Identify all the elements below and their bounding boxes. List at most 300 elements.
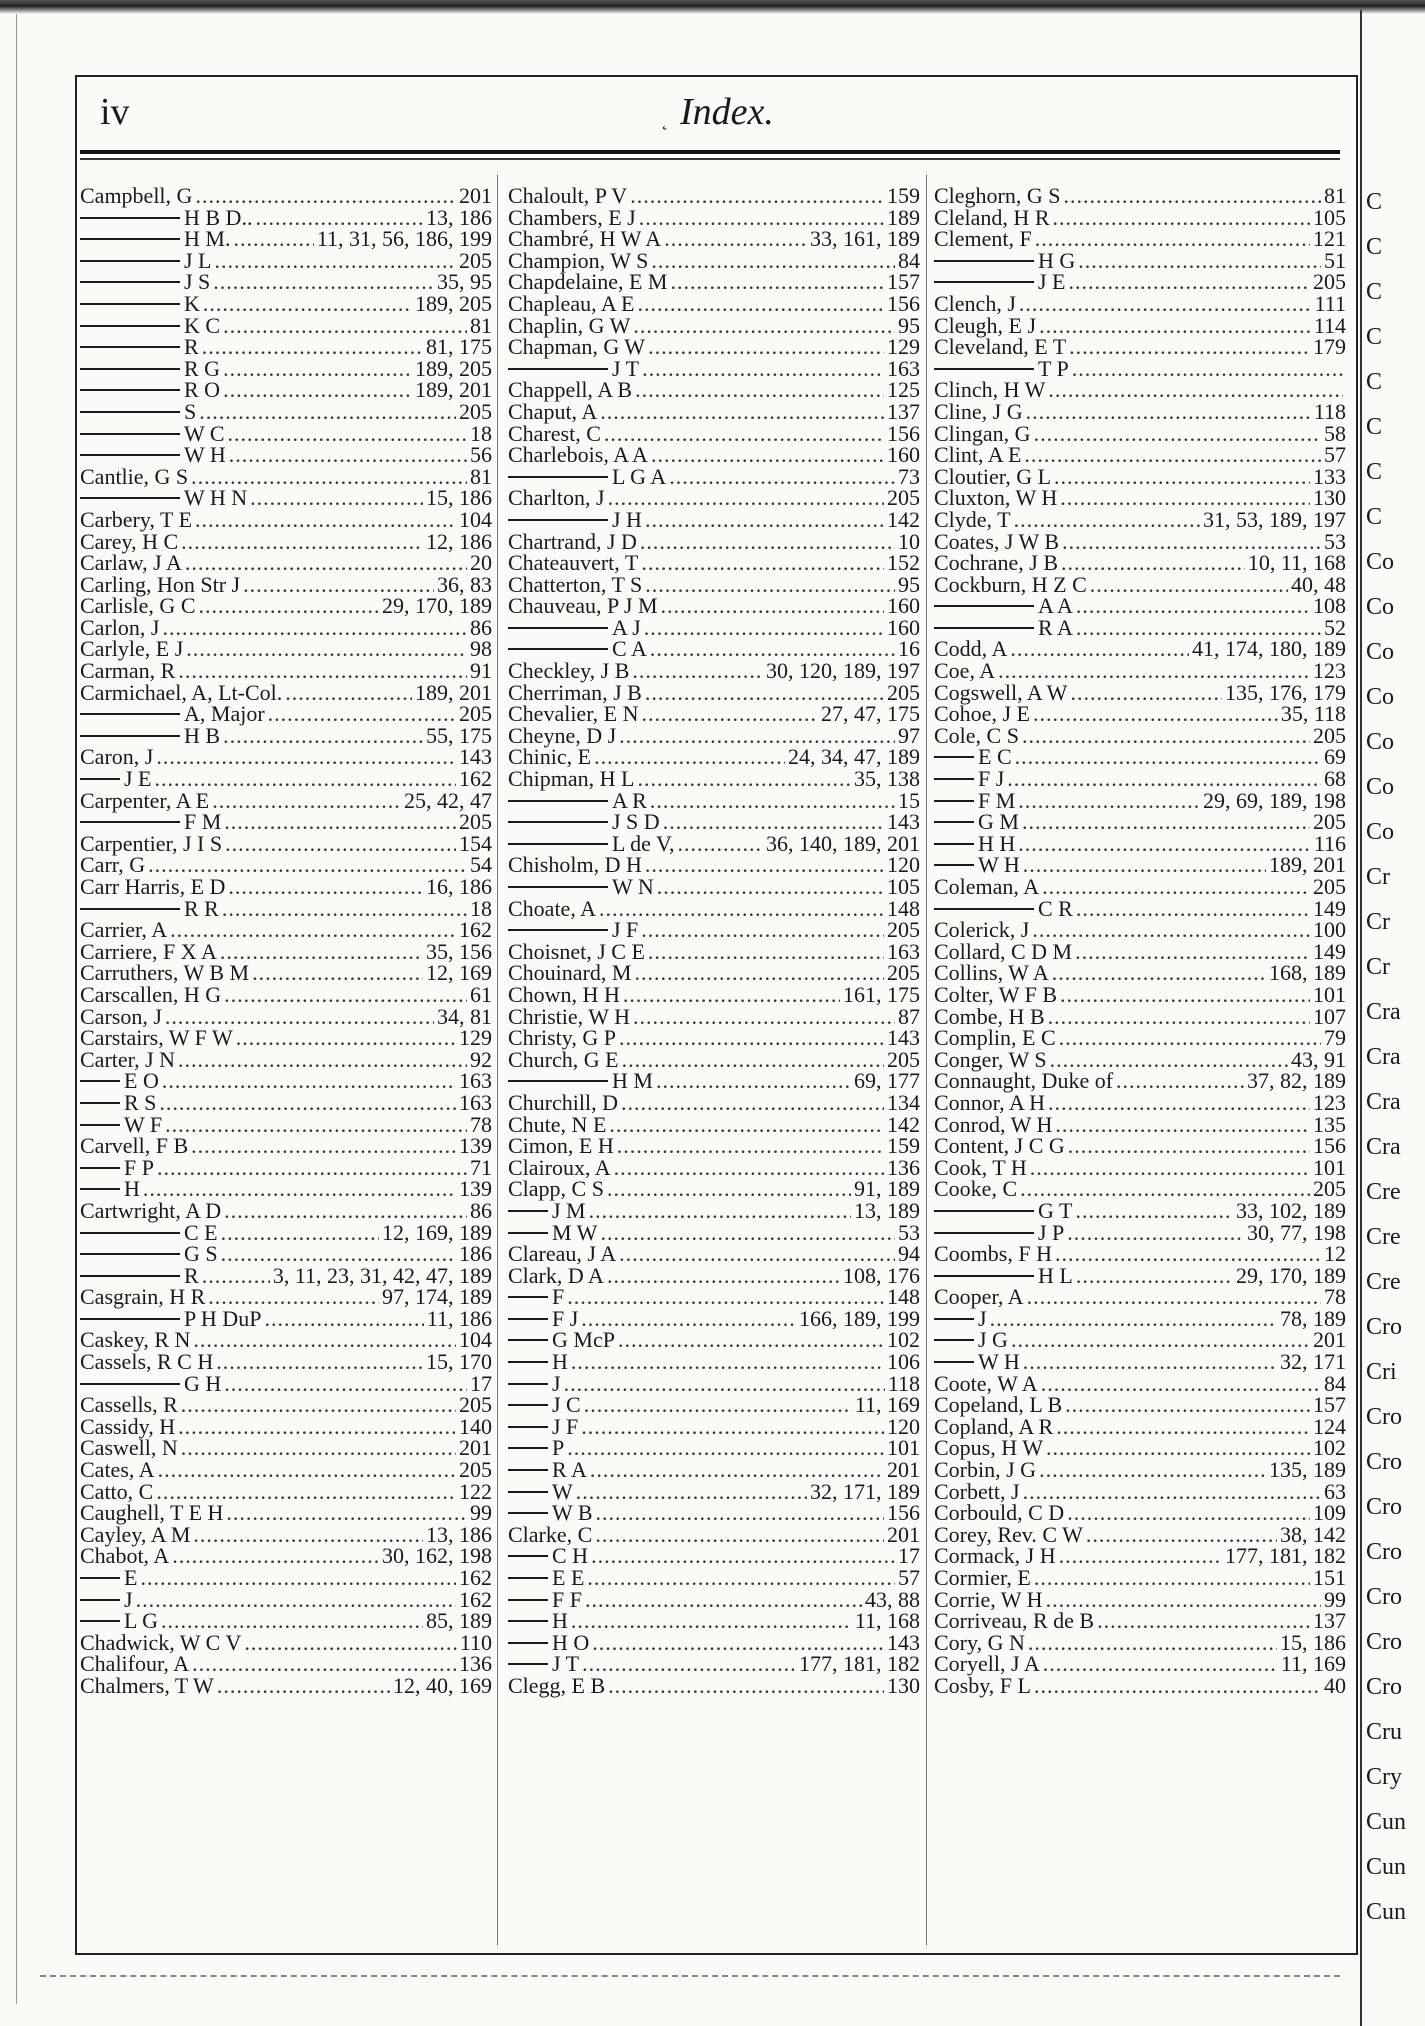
ditto-dash <box>508 1642 548 1644</box>
entry-name: Chaloult, P V <box>508 183 628 208</box>
entry-pages: 143 <box>887 1629 920 1655</box>
leader-dots <box>202 336 423 358</box>
leader-dots <box>642 358 884 380</box>
leader-dots <box>202 1265 270 1287</box>
entry-pages: 29, 69, 189, 198 <box>1203 787 1346 813</box>
leader-dots <box>148 854 467 876</box>
entry-pages: 118 <box>1313 398 1346 424</box>
entry-pages: 85, 189 <box>426 1608 492 1634</box>
adjacent-page-text: Cun <box>1366 1809 1407 1835</box>
entry-name: C H <box>552 1543 589 1569</box>
index-entry <box>508 1502 920 1524</box>
leader-dots <box>619 1243 895 1265</box>
ditto-dash <box>934 1210 1034 1212</box>
adjacent-page-text: Cri <box>1366 1359 1397 1385</box>
entry-pages: 124 <box>1313 1413 1346 1439</box>
entry-pages: 143 <box>887 809 920 835</box>
index-entry <box>934 271 1346 293</box>
leader-dots <box>1048 1092 1310 1114</box>
index-entry <box>508 271 920 293</box>
leader-dots <box>609 1114 884 1136</box>
entry-pages: 79 <box>1324 1025 1346 1051</box>
entry-pages: 179 <box>1313 334 1346 360</box>
index-entry <box>508 962 920 984</box>
entry-name: Charlebois, A A <box>508 442 648 468</box>
leader-dots <box>651 250 895 272</box>
adjacent-page-text: Cro <box>1366 1629 1402 1655</box>
entry-name: Cormier, E <box>934 1565 1031 1590</box>
entry-name: Cockburn, H Z C <box>934 571 1087 597</box>
entry-name: Charest, C <box>508 420 601 446</box>
entry-pages: 30, 77, 198 <box>1247 1219 1346 1245</box>
index-entry <box>934 919 1346 941</box>
leader-dots <box>633 1006 895 1028</box>
entry-name: Conger, W S <box>934 1046 1047 1072</box>
ditto-dash <box>80 713 180 715</box>
entry-pages: 40 <box>1324 1672 1346 1698</box>
leader-dots <box>657 876 884 898</box>
leader-dots <box>1055 1114 1310 1136</box>
leader-dots <box>178 660 467 682</box>
entry-name: Chevalier, E N <box>508 701 639 727</box>
entry-pages: 17 <box>470 1370 492 1396</box>
index-entry <box>508 1003 920 1029</box>
entry-pages: 156 <box>887 1500 920 1526</box>
ditto-dash <box>508 1491 548 1493</box>
ditto-dash <box>508 368 608 370</box>
entry-name: R A <box>1038 614 1073 640</box>
entry-name: W B <box>552 1500 593 1526</box>
index-entry <box>80 420 492 446</box>
entry-pages: 154 <box>459 830 492 856</box>
index-entry <box>934 811 1346 833</box>
index-entry <box>80 981 492 1007</box>
ditto-dash <box>508 821 608 823</box>
ditto-dash <box>508 1469 548 1471</box>
index-entry <box>80 312 492 338</box>
ditto-dash <box>508 843 608 845</box>
entry-name: H H <box>978 830 1016 856</box>
entry-pages: 123 <box>1313 658 1346 684</box>
entry-pages: 68 <box>1324 766 1346 792</box>
index-entry <box>80 571 492 597</box>
entry-name: Coryell, J A <box>934 1651 1040 1677</box>
leader-dots <box>178 1049 467 1071</box>
ditto-dash <box>934 260 1034 262</box>
leader-dots <box>596 1502 884 1524</box>
entry-name: Chapleau, A E <box>508 290 635 316</box>
entry-name: H <box>124 1176 140 1202</box>
entry-pages: 186 <box>459 1241 492 1267</box>
entry-name: K <box>184 290 200 316</box>
entry-pages: 201 <box>459 1435 492 1461</box>
index-entry <box>508 1413 920 1439</box>
leader-dots <box>178 1416 456 1438</box>
entry-pages: 189, 201 <box>415 377 492 403</box>
adjacent-page-text: C <box>1366 459 1383 485</box>
entry-name: Chaplin, G W <box>508 312 631 338</box>
entry-name: Clark, D A <box>508 1262 604 1288</box>
ditto-dash <box>80 1383 180 1385</box>
leader-dots <box>650 638 895 660</box>
entry-pages: 156 <box>1313 1133 1346 1159</box>
ditto-dash <box>508 1512 548 1514</box>
entry-pages: 69 <box>1324 744 1346 770</box>
adjacent-page-text: Cre <box>1366 1224 1401 1250</box>
entry-name: Carstairs, W F W <box>80 1025 233 1051</box>
leader-dots <box>670 271 884 293</box>
entry-name: Cayley, A M <box>80 1521 191 1547</box>
ditto-dash <box>80 325 180 327</box>
ditto-dash <box>508 1318 548 1320</box>
entry-name: A, Major <box>184 701 265 727</box>
leader-dots <box>582 1653 796 1675</box>
entry-pages: 201 <box>459 183 492 208</box>
entry-pages: 30, 162, 198 <box>382 1543 492 1569</box>
leader-dots <box>622 1049 884 1071</box>
adjacent-page-text: Cru <box>1366 1719 1402 1745</box>
leader-dots <box>650 790 895 812</box>
entry-name: J L <box>184 247 212 273</box>
entry-pages: 205 <box>887 485 920 511</box>
leader-dots <box>1026 401 1311 423</box>
index-entry <box>934 1567 1346 1589</box>
entry-pages: 84 <box>1324 1370 1346 1396</box>
index-entry <box>934 876 1346 898</box>
entry-name: Cassels, R C H <box>80 1349 214 1375</box>
ditto-dash <box>508 1232 548 1234</box>
entry-name: Cook, T H <box>934 1154 1027 1180</box>
entry-pages: 151 <box>1313 1565 1346 1590</box>
leader-dots <box>255 207 423 229</box>
entry-pages: 168, 189 <box>1269 960 1346 986</box>
leader-dots <box>199 595 380 617</box>
entry-pages: 12, 169, 189 <box>382 1219 492 1245</box>
leader-dots <box>1023 854 1266 876</box>
index-entry <box>508 679 920 705</box>
index-entry <box>80 355 492 381</box>
entry-name: Carlisle, G C <box>80 593 196 619</box>
page-number: iv <box>100 91 130 133</box>
index-entry <box>508 1567 920 1589</box>
entry-pages: 205 <box>459 701 492 727</box>
index-entry <box>508 1070 920 1092</box>
entry-name: Chambers, E J <box>508 204 636 230</box>
leader-dots <box>1056 1416 1310 1438</box>
leader-dots <box>634 962 884 984</box>
entry-pages: 157 <box>1313 1392 1346 1418</box>
entry-pages: 81 <box>470 463 492 489</box>
entry-name: Champion, W S <box>508 247 649 273</box>
entry-name: F M <box>978 787 1016 813</box>
entry-pages: 107 <box>1313 1003 1346 1029</box>
entry-pages: 78 <box>1324 1284 1346 1310</box>
entry-name: Connor, A H <box>934 1089 1045 1115</box>
leader-dots <box>1015 746 1321 768</box>
leader-dots <box>250 487 423 509</box>
leader-dots <box>617 1135 884 1157</box>
entry-pages: 73 <box>898 463 920 489</box>
leader-dots <box>607 1265 840 1287</box>
index-entry <box>80 228 492 250</box>
ditto-dash <box>80 1188 120 1190</box>
index-entry <box>508 1135 920 1157</box>
index-entry <box>508 336 920 358</box>
entry-pages: 205 <box>459 809 492 835</box>
entry-name: Cochrane, J B <box>934 550 1059 576</box>
entry-pages: 25, 42, 47 <box>404 787 492 813</box>
page-title: Index. <box>680 91 774 133</box>
ditto-dash <box>80 217 180 219</box>
entry-pages: 205 <box>459 247 492 273</box>
ditto-dash <box>934 368 1034 370</box>
leader-dots <box>645 854 884 876</box>
leader-dots <box>1062 531 1321 553</box>
entry-pages: 105 <box>1313 204 1346 230</box>
entry-name: J F <box>552 1413 579 1439</box>
entry-name: Codd, A <box>934 636 1008 662</box>
entry-name: Cory, G N <box>934 1629 1025 1655</box>
ditto-dash <box>508 519 608 521</box>
entry-pages: 84 <box>898 247 920 273</box>
ditto-dash <box>80 821 180 823</box>
leader-dots <box>1097 1610 1310 1632</box>
leader-dots <box>228 423 467 445</box>
leader-dots <box>1059 1545 1222 1567</box>
entry-pages: 98 <box>470 636 492 662</box>
leader-dots <box>1076 617 1321 639</box>
leader-dots <box>585 1589 862 1611</box>
index-entry <box>934 1286 1346 1308</box>
leader-dots <box>581 1416 884 1438</box>
entry-pages: 136 <box>887 1154 920 1180</box>
entry-pages: 69, 177 <box>854 1068 920 1094</box>
leader-dots <box>587 1567 895 1589</box>
entry-pages: 139 <box>459 1133 492 1159</box>
index-entry <box>508 660 920 682</box>
entry-pages: 133 <box>1313 463 1346 489</box>
entry-pages: 137 <box>887 398 920 424</box>
index-entry <box>80 1305 492 1331</box>
ditto-dash <box>934 627 1034 629</box>
entry-name: Chateauvert, T <box>508 550 639 576</box>
index-entry <box>934 830 1346 856</box>
leader-dots <box>614 1157 884 1179</box>
index-entry <box>934 787 1346 813</box>
index-entry <box>508 444 920 466</box>
leader-dots <box>224 811 456 833</box>
index-entry <box>934 1437 1346 1459</box>
index-entry <box>934 463 1346 489</box>
entry-name: J E <box>124 766 152 792</box>
entry-pages: 11, 186 <box>426 1305 492 1331</box>
ditto-dash <box>934 1361 974 1363</box>
entry-name: G H <box>184 1370 222 1396</box>
entry-pages: 36, 83 <box>437 571 492 597</box>
leader-dots <box>223 725 423 747</box>
index-column-2 <box>508 185 920 1697</box>
entry-pages: 135, 189 <box>1269 1457 1346 1483</box>
entry-name: Carmichael, A, Lt-Col. <box>80 679 283 705</box>
entry-pages: 20 <box>470 550 492 576</box>
ditto-dash <box>80 1599 120 1601</box>
entry-name: Collins, W A <box>934 960 1049 986</box>
index-entry <box>80 528 492 554</box>
index-entry <box>80 1089 492 1115</box>
index-entry <box>80 1413 492 1439</box>
entry-name: J T <box>612 355 640 381</box>
adjacent-page-text: Co <box>1366 549 1395 575</box>
index-entry <box>508 1046 920 1072</box>
entry-pages: 91 <box>470 658 492 684</box>
leader-dots <box>678 833 763 855</box>
entry-pages: 15, 186 <box>426 485 492 511</box>
entry-pages: 35, 156 <box>426 938 492 964</box>
index-entry <box>508 595 920 617</box>
ditto-dash <box>508 476 608 478</box>
leader-dots <box>1055 1243 1321 1265</box>
index-entry <box>80 919 492 941</box>
index-entry <box>80 185 492 207</box>
ditto-dash <box>80 1577 120 1579</box>
entry-pages: 116 <box>1313 830 1346 856</box>
entry-pages: 11, 169 <box>1280 1651 1346 1677</box>
scan-top-edge <box>0 0 1425 14</box>
entry-name: Cassidy, H <box>80 1413 176 1439</box>
leader-dots <box>1020 1178 1310 1200</box>
entry-pages: 12, 169 <box>426 960 492 986</box>
leader-dots <box>199 401 456 423</box>
index-entry <box>508 1219 920 1245</box>
leader-dots <box>1070 682 1222 704</box>
index-entry <box>934 1089 1346 1115</box>
entry-name: Carson, J <box>80 1003 162 1029</box>
entry-pages: 157 <box>887 269 920 295</box>
entry-name: Cleland, H R <box>934 204 1050 230</box>
entry-name: Chartrand, J D <box>508 528 637 554</box>
leader-dots <box>645 574 895 596</box>
index-entry <box>80 290 492 316</box>
index-entry <box>80 1027 492 1049</box>
leader-dots <box>638 768 852 790</box>
entry-name: Cleugh, E J <box>934 312 1037 338</box>
ditto-dash <box>934 778 974 780</box>
entry-pages: 58 <box>1324 420 1346 446</box>
leader-dots <box>1024 444 1321 466</box>
ditto-dash <box>80 346 180 348</box>
leader-dots <box>1064 185 1322 207</box>
leader-dots <box>193 1329 456 1351</box>
index-entry <box>80 811 492 833</box>
entry-pages: 130 <box>1313 485 1346 511</box>
leader-dots <box>1034 1675 1321 1697</box>
leader-dots <box>186 638 467 660</box>
entry-pages: 40, 48 <box>1291 571 1346 597</box>
entry-name: Caron, J <box>80 744 154 770</box>
index-entry <box>80 506 492 532</box>
leader-dots <box>181 531 423 553</box>
entry-name: Combe, H B <box>934 1003 1045 1029</box>
entry-pages: 29, 170, 189 <box>382 593 492 619</box>
ditto-dash <box>80 411 180 413</box>
entry-name: L G <box>124 1608 159 1634</box>
entry-pages: 31, 53, 189, 197 <box>1203 506 1346 532</box>
leader-dots <box>252 962 423 984</box>
ditto-dash <box>80 1620 120 1622</box>
entry-pages: 100 <box>1313 917 1346 943</box>
entry-name: Cassells, R <box>80 1392 178 1418</box>
entry-name: Clingan, G <box>934 420 1031 446</box>
leader-dots <box>1048 379 1343 401</box>
index-entry <box>508 355 920 381</box>
leader-dots <box>1032 919 1310 941</box>
leader-dots <box>1052 962 1266 984</box>
entry-pages: 159 <box>887 183 920 208</box>
index-entry <box>934 1027 1346 1049</box>
entry-pages: 57 <box>1324 442 1346 468</box>
index-entry <box>508 1111 920 1137</box>
leader-dots <box>1048 1006 1310 1028</box>
leader-dots <box>1027 1286 1321 1308</box>
ditto-dash <box>934 821 974 823</box>
index-entry <box>934 312 1346 338</box>
entry-pages: 143 <box>459 744 492 770</box>
ditto-dash <box>508 1339 548 1341</box>
ditto-dash <box>508 1080 608 1082</box>
leader-dots <box>608 1675 884 1697</box>
index-entry <box>80 895 492 921</box>
entry-name: H L <box>1038 1262 1073 1288</box>
index-entry <box>80 1502 492 1524</box>
entry-name: Connaught, Duke of <box>934 1068 1114 1094</box>
index-entry <box>934 1197 1346 1223</box>
index-entry <box>508 703 920 725</box>
entry-name: W H <box>978 1349 1020 1375</box>
leader-dots <box>645 509 884 531</box>
index-column-1 <box>80 185 492 1697</box>
entry-pages: 38, 142 <box>1280 1521 1346 1547</box>
entry-name: Chouinard, M <box>508 960 632 986</box>
entry-name: Christie, W H <box>508 1003 631 1029</box>
leader-dots <box>221 1222 379 1244</box>
leader-dots <box>641 919 884 941</box>
entry-pages: 11, 31, 56, 186, 199 <box>316 226 492 252</box>
entry-name: W <box>552 1478 573 1504</box>
entry-pages: 81 <box>470 312 492 338</box>
entry-name: Chute, N E <box>508 1111 607 1137</box>
ditto-dash <box>80 1167 120 1169</box>
leader-dots <box>162 1070 456 1092</box>
index-entry <box>934 1262 1346 1288</box>
entry-name: F J <box>978 766 1005 792</box>
index-entry <box>934 1111 1346 1137</box>
entry-pages: 13, 186 <box>426 1521 492 1547</box>
entry-pages: 177, 181, 182 <box>799 1651 920 1677</box>
index-entry <box>508 614 920 640</box>
index-entry <box>80 1478 492 1504</box>
entry-name: J G <box>978 1327 1008 1353</box>
leader-dots <box>1034 423 1321 445</box>
index-entry <box>508 854 920 876</box>
leader-dots <box>1069 336 1310 358</box>
entry-pages: 43, 88 <box>865 1586 920 1612</box>
entry-name: Clement, F <box>934 226 1032 252</box>
index-entry <box>80 746 492 768</box>
index-entry <box>80 638 492 660</box>
leader-dots <box>181 1394 456 1416</box>
entry-pages: 205 <box>1313 269 1346 295</box>
leader-dots <box>224 984 467 1006</box>
